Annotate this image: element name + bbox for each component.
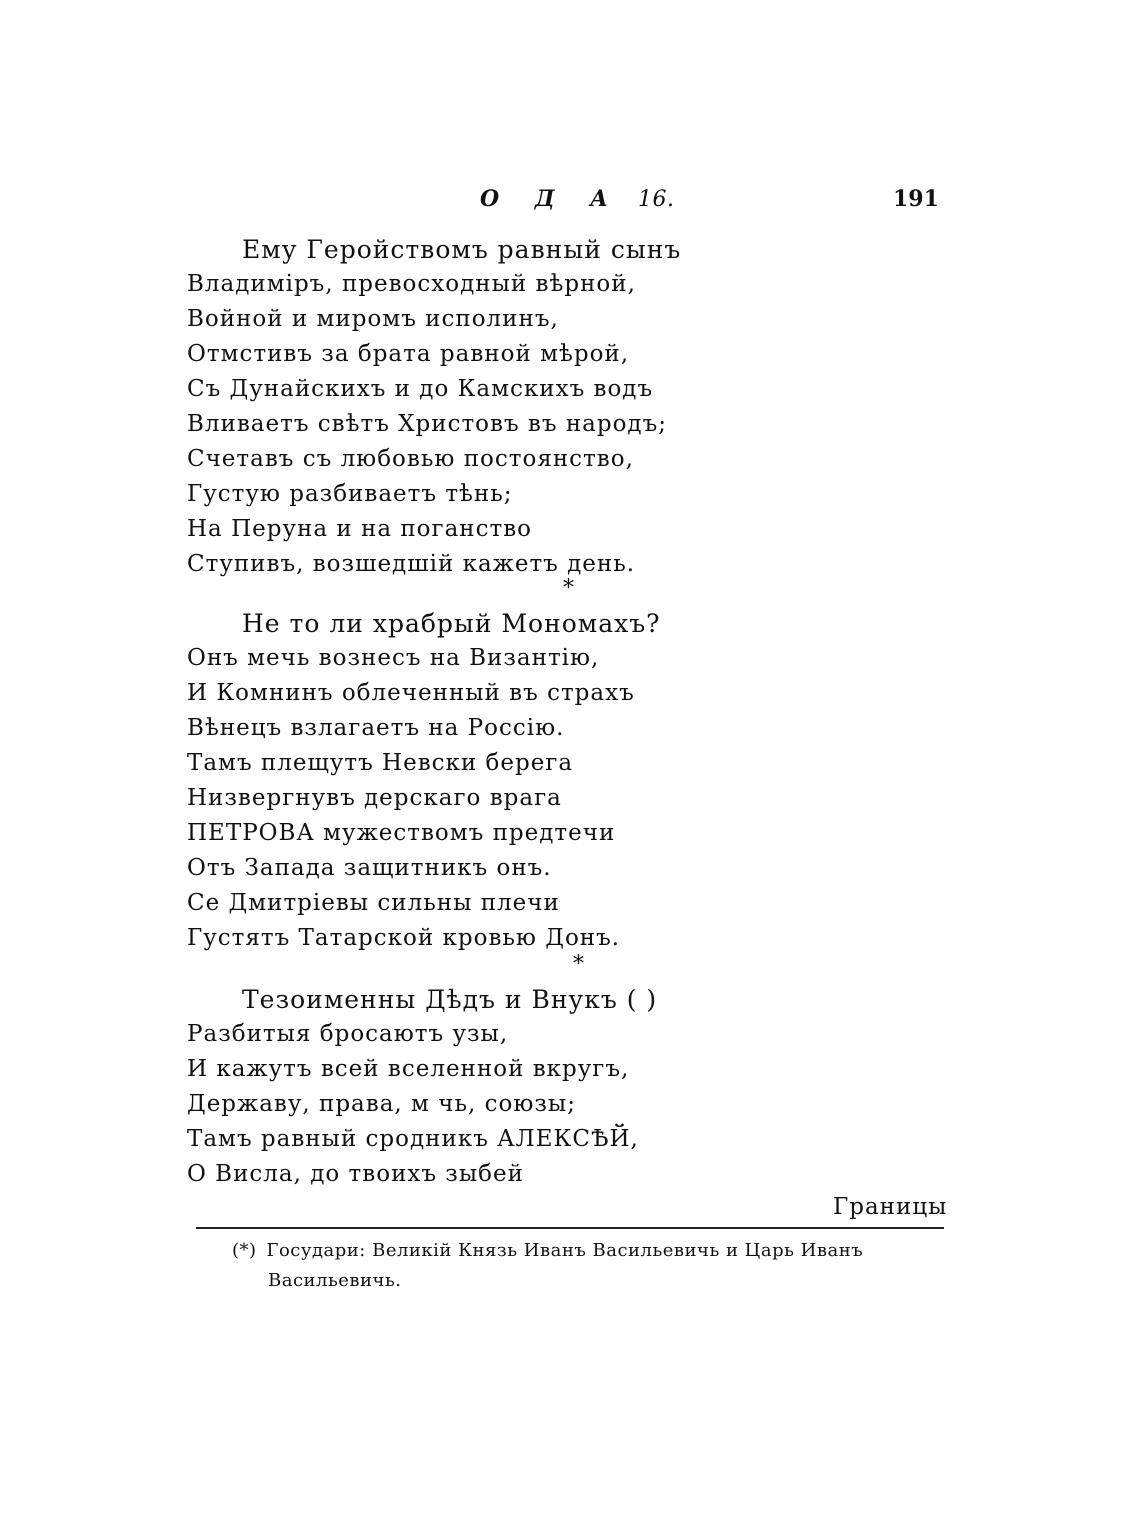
verse-line: Не то ли храбрый Мономахъ? bbox=[242, 609, 661, 638]
verse-line: Счетавъ съ любовью постоянство, bbox=[187, 446, 634, 472]
stanza-3 bbox=[187, 982, 747, 1192]
verse-line: ПЕТРОВА мужествомъ предтечи bbox=[187, 820, 616, 846]
stanza-divider: * bbox=[563, 576, 574, 601]
verse-line: Вѣнецъ взлагаетъ на Россію. bbox=[187, 715, 565, 741]
footnote-text-line2: Васильевичь. bbox=[268, 1270, 402, 1291]
verse-line: Отмстивъ за брата равной мѣрой, bbox=[187, 341, 630, 367]
footnote-marker: (*) bbox=[232, 1240, 257, 1261]
running-head bbox=[480, 186, 674, 212]
footnote bbox=[232, 1236, 952, 1296]
verse-line: Ему Геройствомъ равный сынъ bbox=[242, 235, 682, 264]
verse-line: Владиміръ, превосходный вѣрной, bbox=[187, 271, 636, 297]
verse-line: И кажутъ всей вселенной вкругъ, bbox=[187, 1056, 630, 1082]
footnote-rule bbox=[196, 1227, 944, 1229]
verse-line: Тезоименны Дѣдъ и Внукъ ( ) bbox=[242, 985, 658, 1014]
verse-line: И Комнинъ облеченный въ страхъ bbox=[187, 680, 635, 706]
verse-line: Отъ Запада защитникъ онъ. bbox=[187, 855, 552, 881]
verse-line: Се Дмитріевы сильны плечи bbox=[187, 890, 560, 916]
stanza-2 bbox=[187, 606, 747, 956]
verse-line: Съ Дунайскихъ и до Камскихъ водъ bbox=[187, 376, 654, 402]
ode-number: 16. bbox=[637, 187, 675, 212]
verse-line: Онъ мечь вознесъ на Византію, bbox=[187, 645, 600, 671]
verse-line: О Висла, до твоихъ зыбей bbox=[187, 1161, 524, 1187]
verse-line: На Перуна и на поганство bbox=[187, 516, 533, 542]
verse-line: Войной и миромъ исполинъ, bbox=[187, 306, 559, 332]
ode-title: О Д А bbox=[480, 186, 622, 212]
verse-line: Тамъ плещутъ Невски берега bbox=[187, 750, 574, 776]
verse-line: Державу, права, м чь, союзы; bbox=[187, 1091, 576, 1117]
verse-line: Густую разбиваетъ тѣнь; bbox=[187, 481, 513, 507]
verse-line: Густятъ Татарской кровью Донъ. bbox=[187, 925, 621, 951]
verse-line: Ступивъ, возшедшій кажетъ день. bbox=[187, 551, 636, 577]
stanza-divider: * bbox=[573, 952, 584, 977]
catchword: Границы bbox=[833, 1194, 948, 1220]
page-number: 191 bbox=[893, 186, 939, 212]
verse-line: Разбитыя бросаютъ узы, bbox=[187, 1021, 509, 1047]
footnote-text-line1: Государи: Великій Князь Иванъ Васильевичь и Царь Иванъ bbox=[266, 1240, 864, 1261]
verse-line: Вливаетъ свѣтъ Христовъ въ народъ; bbox=[187, 411, 667, 437]
verse-line: Тамъ равный сродникъ АЛЕКСѢЙ, bbox=[187, 1126, 639, 1152]
verse-line: Низвергнувъ дерскаго врага bbox=[187, 785, 562, 811]
stanza-1 bbox=[187, 232, 747, 582]
